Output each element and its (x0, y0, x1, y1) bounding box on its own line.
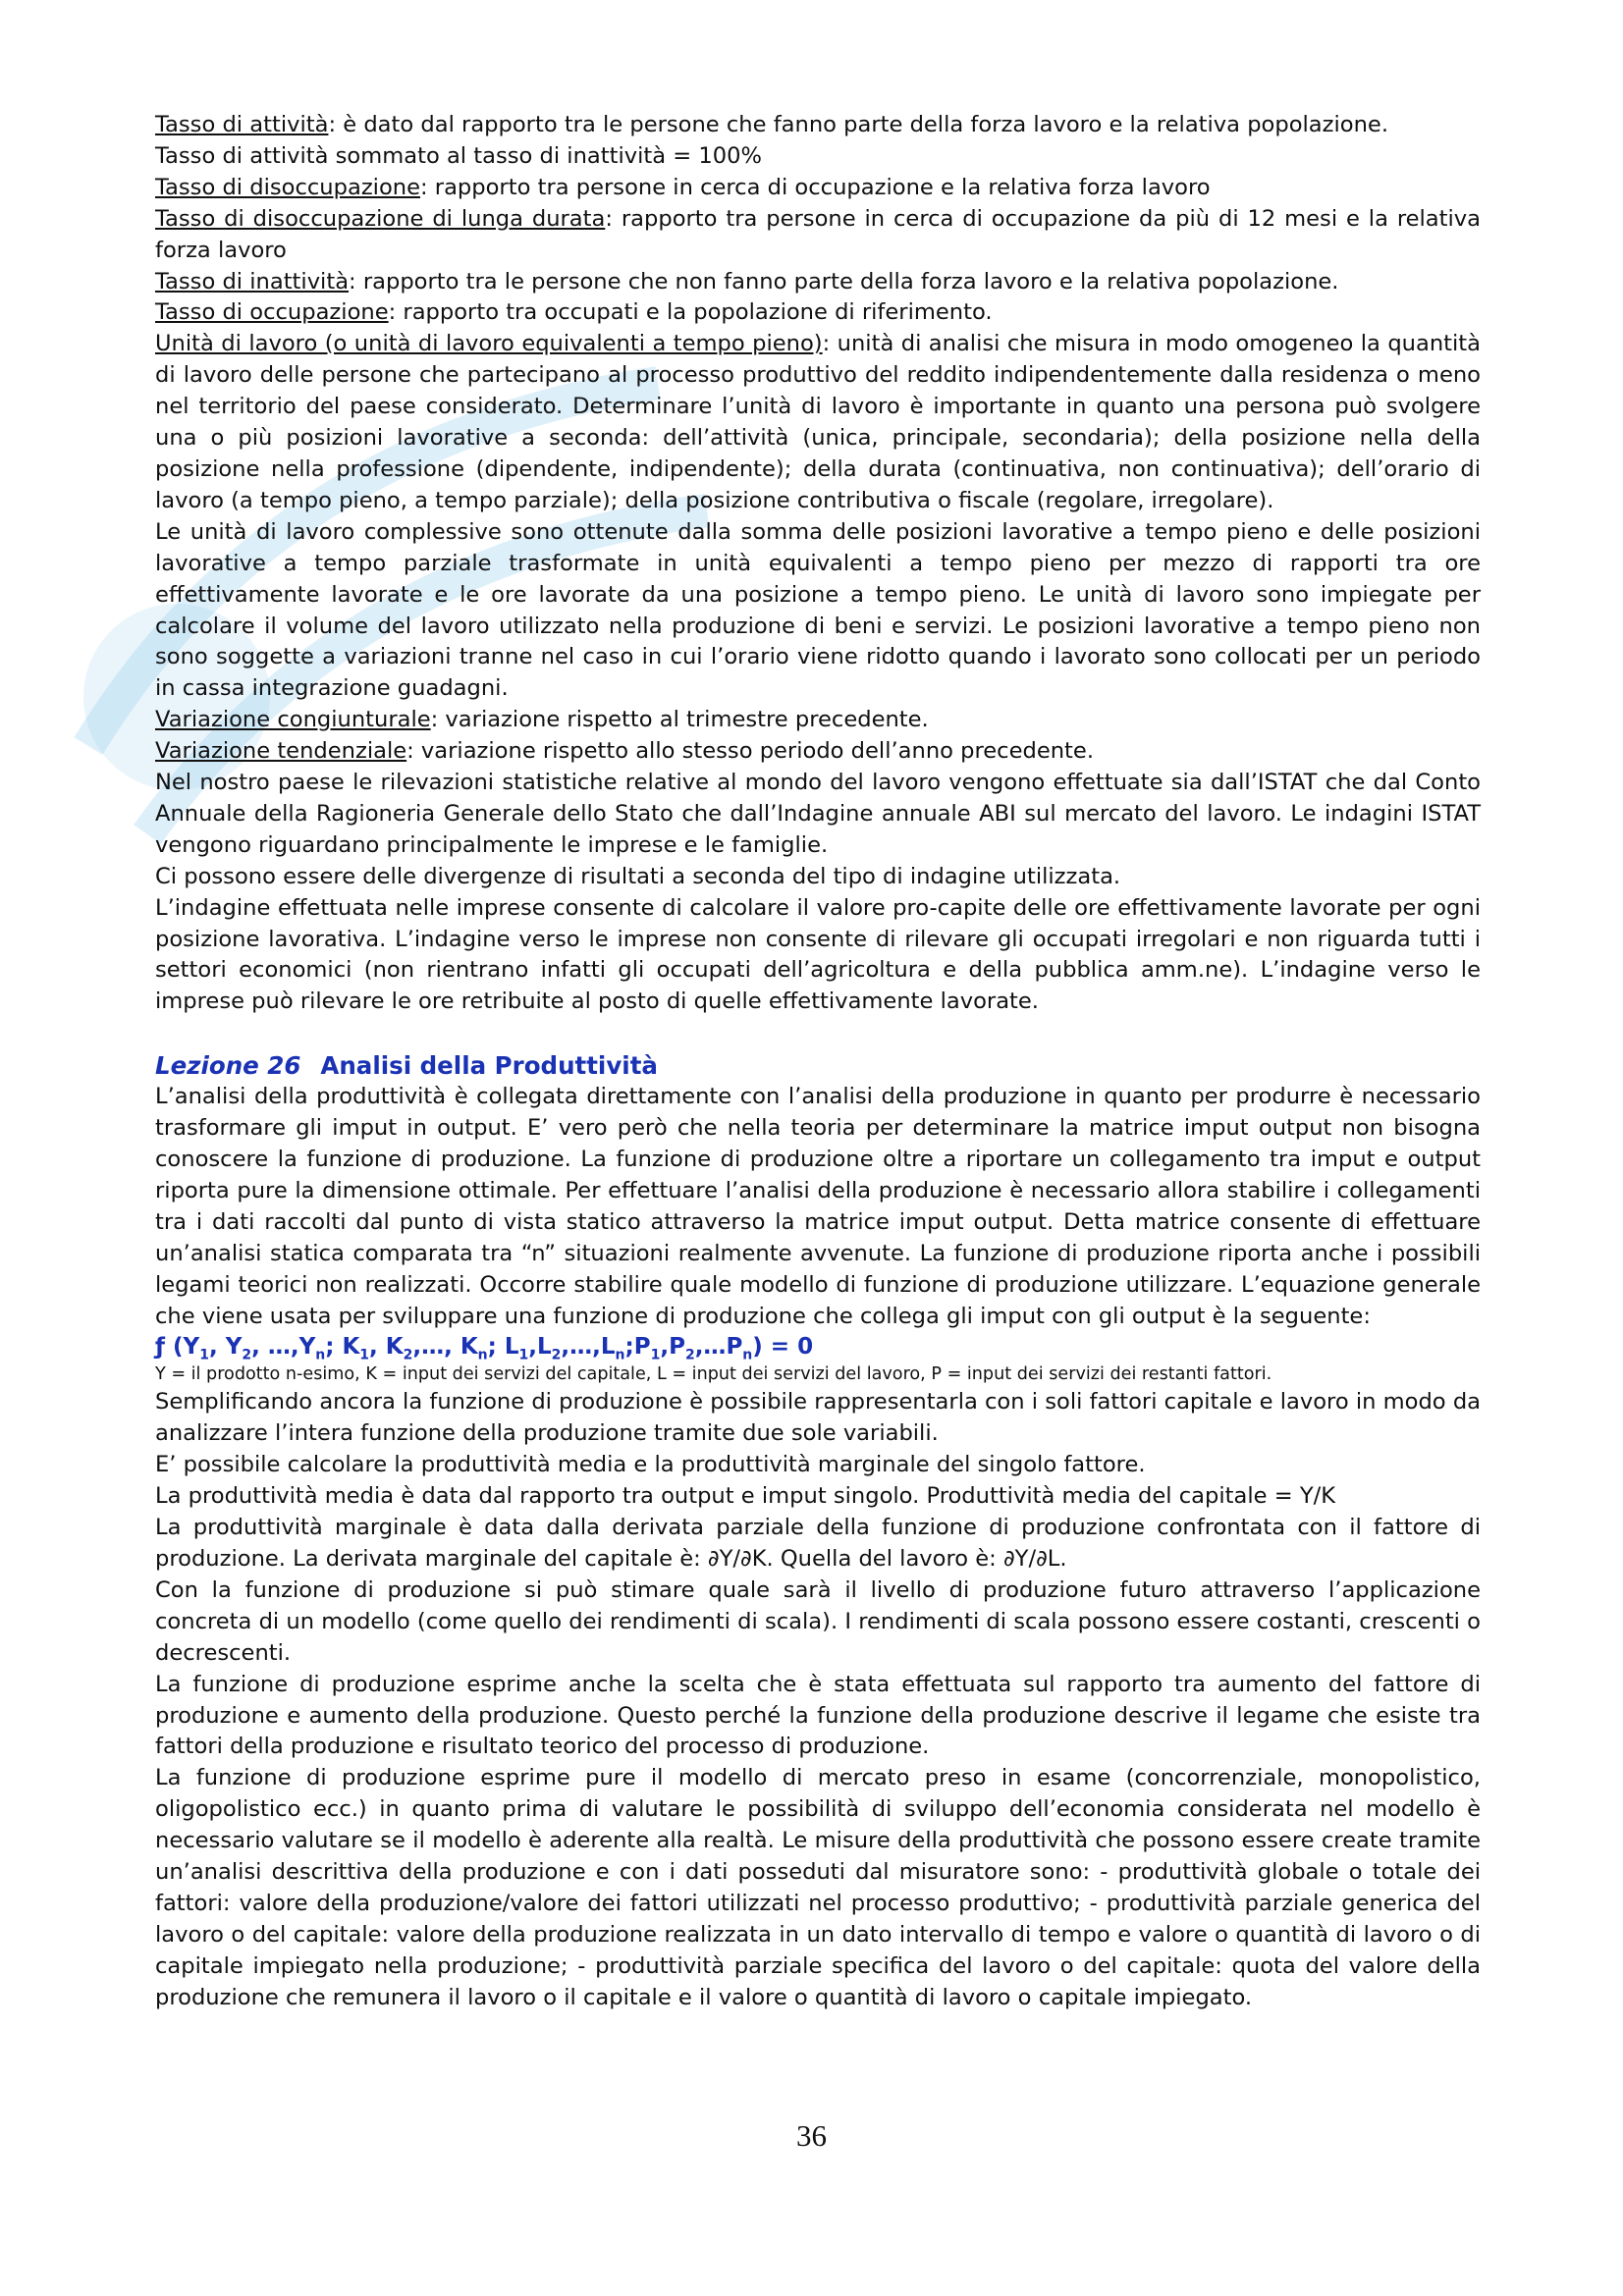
definition-text: : rapporto tra le persone che non fanno parte della forza lavoro e la relativa popolazione. (349, 268, 1339, 294)
definition-text: : rapporto tra occupati e la popolazione di riferimento. (388, 299, 993, 326)
paragraph-istat (155, 768, 1481, 862)
lesson-title: Analisi della Produttività (320, 1051, 658, 1081)
definition-text: Tasso di attività sommato al tasso di inattività = 100% (155, 142, 762, 169)
definition-text: : rapporto tra persone in cerca di occupazione da più di 12 mesi e la relativa forza lavoro (155, 205, 1481, 263)
production-function-formula: ƒ ($Y_1$, $Y_2$, $\dots,Y_n$; $K_1$, $K_2,\dots$, $K_n$; $L_1,L_2,\dots,L_n;P_1,P_2,\dots P_n) = 0$ (155, 1334, 814, 1364)
definition-text: : variazione rispetto allo stesso periodo dell’anno precedente. (406, 738, 1095, 765)
lesson-paragraph: Semplificando ancora la funzione di produzione è possibile rappresentarla con i soli fattori capitale e lavoro in modo da analizzare l’intera funzione della produzione tramite due sole variabili. (155, 1389, 1481, 1447)
definition-text: : variazione rispetto al trimestre precedente. (430, 707, 929, 733)
lesson-paragraph: La funzione di produzione esprime anche la scelta che è stata effettuata sul rapporto tra aumento del fattore di produzione e aumento della produzione. Questo perché la funzione della produzione descrive il legame che esiste tra fattori della produzione e risultato teorico del processo di produzione. (155, 1671, 1481, 1760)
term: Tasso di attività (155, 112, 329, 137)
definition-text: : unità di analisi che misura in modo omogeneo la quantità di lavoro delle persone che partecipano al processo produttivo del reddito indipendentemente dalla residenza o meno nel territorio del paese considerato. Determinare l’unità di lavoro è importante in quanto una persona può svolgere una o più posizioni lavorative a seconda: dell’attività (unica, principale, secondaria); della posizione nella della posizione nella professione (dipendente, indipendente); della durata (continuativa, non continuativa); dell’orario di lavoro (a tempo pieno, a tempo parziale); della posizione contributiva o fiscale (regolare, irregolare). (155, 331, 1482, 513)
definition-4 (155, 267, 1481, 298)
term: Variazione congiunturale (155, 707, 431, 733)
paragraph-indagine (155, 893, 1481, 1019)
lesson-paragraph: E’ possibile calcolare la produttività media e la produttività marginale del singolo fattore. (155, 1452, 1146, 1478)
definition-text: : è dato dal rapporto tra le persone che fanno parte della forza lavoro e la relativa popolazione. (328, 112, 1389, 137)
definition-7 (155, 517, 1481, 705)
definition-2 (155, 173, 1481, 204)
definition-9 (155, 736, 1481, 768)
lesson-paragraph: La funzione di produzione esprime pure il modello di mercato preso in esame (concorrenziale, monopolistico, oligopolistico ecc.) in quanto prima di valutare le possibilità di sviluppo dell’economia considerata nel modello è necessario valutare se il modello è aderente alla realtà. Le misure della produttività che possono essere create tramite un’analisi descrittiva della produzione e con i dati posseduti dal misuratore sono: - produttività globale o totale dei fattori: valore della produzione/valore dei fattori utilizzati nel processo produttivo; - produttività parziale generica del lavoro o del capitale: valore della produzione realizzata in un dato intervallo di tempo e valore o quantità di lavoro o di capitale impiegato nella produzione; - produttività parziale specifica del lavoro o del capitale: quota del valore della produzione che remunera il lavoro o il capitale e il valore o quantità di lavoro o capitale impiegato. (155, 1765, 1481, 2010)
lesson-number: Lezione 26 (155, 1051, 301, 1081)
term: Tasso di disoccupazione (155, 174, 420, 200)
definition-0 (155, 110, 1481, 141)
lesson-paragraph: La produttività media è data dal rapporto tra output e imput singolo. Produttività media del capitale = Y/K (155, 1483, 1336, 1510)
definition-1 (155, 141, 1481, 173)
definition-text: Le unità di lavoro complessive sono ottenute dalla somma delle posizioni lavorative a tempo pieno e delle posizioni lavorative a tempo parziale trasformate in unità equivalenti a tempo pieno per mezzo di rapporti tra ore effettivamente lavorate e le ore lavorate da una posizione a tempo pieno. Le unità di lavoro sono impiegate per calcolare il volume del lavoro utilizzato nella produzione di beni e servizi. Le posizioni lavorative a tempo pieno non sono soggette a variazioni tranne nel caso in cui l’orario viene ridotto quando i lavorato sono collocati per un periodo in cassa integrazione guadagni. (155, 518, 1481, 702)
paragraph-text: Nel nostro paese le rilevazioni statistiche relative al mondo del lavoro vengono effettuate sia dall’ISTAT che dal Conto Annuale della Ragioneria Generale dello Stato che dall’Indagine annuale ABI sul mercato del lavoro. Le indagini ISTAT vengono riguardano principalmente le imprese e le famiglie. (155, 770, 1481, 858)
term: Tasso di inattività (155, 268, 350, 294)
lesson-intro (155, 1082, 1481, 1332)
definition-5 (155, 297, 1481, 329)
document-body (155, 110, 1481, 2014)
paragraph-divergenze (155, 862, 1481, 893)
formula-legend: Y = il prodotto n-esimo, K = input dei servizi del capitale, L = input dei servizi del lavoro, P = input dei servizi dei restanti fattori. (155, 1364, 1272, 1385)
definition-6 (155, 329, 1481, 516)
definition-8 (155, 705, 1481, 736)
lesson-paragraph: Con la funzione di produzione si può stimare quale sarà il livello di produzione futuro attraverso l’applicazione concreta di un modello (come quello dei rendimenti di scala). I rendimenti di scala possono essere costanti, crescenti o decrescenti. (155, 1576, 1481, 1666)
definition-text: : rapporto tra persone in cerca di occupazione e la relativa forza lavoro (420, 174, 1211, 200)
term: Unità di lavoro (o unità di lavoro equivalenti a tempo pieno) (155, 331, 823, 357)
lesson-heading (155, 1050, 1481, 1082)
term: Tasso di disoccupazione di lunga durata (155, 205, 606, 232)
paragraph-text: L’indagine effettuata nelle imprese consente di calcolare il valore pro-capite delle ore effettivamente lavorate per ogni posizione lavorativa. L’indagine verso le imprese non consente di rilevare gli occupati irregolari e non riguarda tutti i settori economici (non rientrano infatti gli occupati dell’agricoltura e della pubblica amm.ne). L’indagine verso le imprese può rilevare le ore retribuite al posto di quelle effettivamente lavorate. (155, 894, 1481, 1015)
paragraph-text: L’analisi della produttività è collegata direttamente con l’analisi della produzione in quanto per produrre è necessario trasformare gli imput in output. E’ vero però che nella teoria per determinare la matrice imput output non bisogna conoscere la funzione di produzione. La funzione di produzione oltre a riportare un collegamento tra imput e output riporta pure la dimensione ottimale. Per effettuare l’analisi della produzione è necessario allora stabilire i collegamenti tra i dati raccolti dal punto di vista statico attraverso la matrice imput output. Detta matrice consente di effettuare un’analisi statica comparata tra “n” situazioni realmente avvenute. La funzione di produzione riporta anche i possibili legami teorici non realizzati. Occorre stabilire quale modello di funzione di produzione utilizzare. L’equazione generale che viene usata per sviluppare una funzione di produzione che collega gli imput con gli output è la seguente: (155, 1084, 1481, 1329)
term: Tasso di occupazione (155, 299, 389, 326)
page-number: 36 (796, 2118, 827, 2153)
lesson-paragraph: La produttività marginale è data dalla derivata parziale della funzione di produzione confrontata con il fattore di produzione. La derivata marginale del capitale è: ∂Y/∂K. Quella del lavoro è: ∂Y/∂L. (155, 1515, 1481, 1572)
paragraph-text: Ci possono essere delle divergenze di risultati a seconda del tipo di indagine utilizzata. (155, 863, 1121, 889)
term: Variazione tendenziale (155, 738, 407, 765)
definition-3 (155, 204, 1481, 267)
